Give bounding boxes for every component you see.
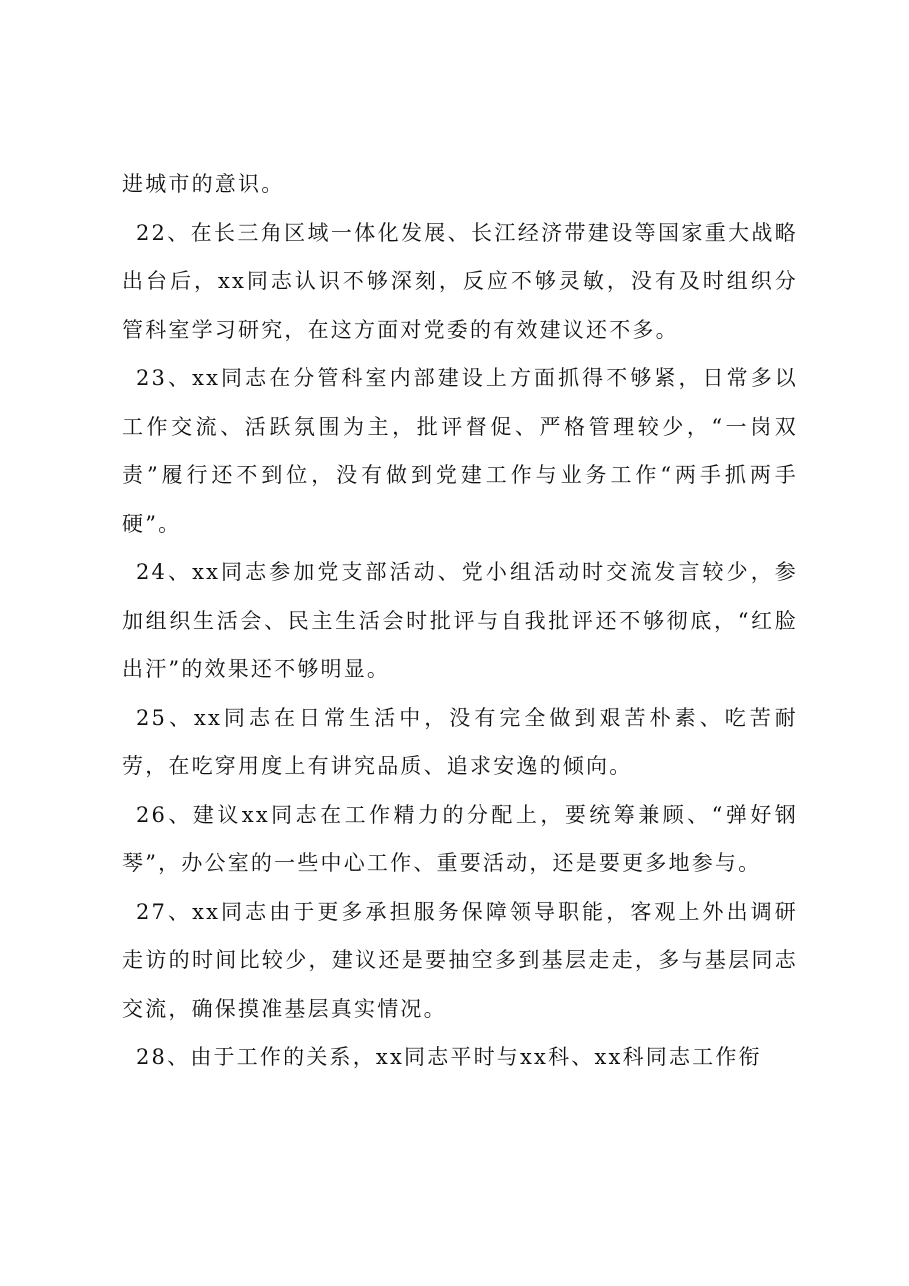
paragraph-item-22: 22、在长三角区域一体化发展、长江经济带建设等国家重大战略出台后，xx同志认识不够深刻，反应不够灵敏，没有及时组织分管科室学习研究，在这方面对党委的有效建议还不多。 [122,220,798,342]
paragraph-item-27: 27、xx同志由于更多承担服务保障领导职能，客观上外出调研走访的时间比较少，建议还是要抽空多到基层走走，多与基层同志交流，确保摸准基层真实情况。 [122,899,798,1021]
paragraph-item-28: 28、由于工作的关系，xx同志平时与xx科、xx科同志工作衔 [136,1045,762,1069]
paragraph-item-24: 24、xx同志参加党支部活动、党小组活动时交流发言较少，参加组织生活会、民主生活会时批评与自我批评还不够彻底，“红脸出汗”的效果还不够明显。 [122,560,798,681]
paragraph-item-26: 26、建议xx同志在工作精力的分配上，要统筹兼顾、“弹好钢琴”，办公室的一些中心工作、重要活动，还是要更多地参与。 [122,802,798,875]
paragraph-continuation: 进城市的意识。 [122,172,285,196]
paragraph-item-25: 25、xx同志在日常生活中，没有完全做到艰苦朴素、吃苦耐劳，在吃穿用度上有讲究品质、追求安逸的倾向。 [122,705,798,778]
paragraph-item-23: 23、xx同志在分管科室内部建设上方面抓得不够紧，日常多以工作交流、活跃氛围为主，批评督促、严格管理较少，“一岗双责”履行还不到位，没有做到党建工作与业务工作“两手抓两手硬”。 [122,366,798,536]
document-body [122,160,798,1082]
